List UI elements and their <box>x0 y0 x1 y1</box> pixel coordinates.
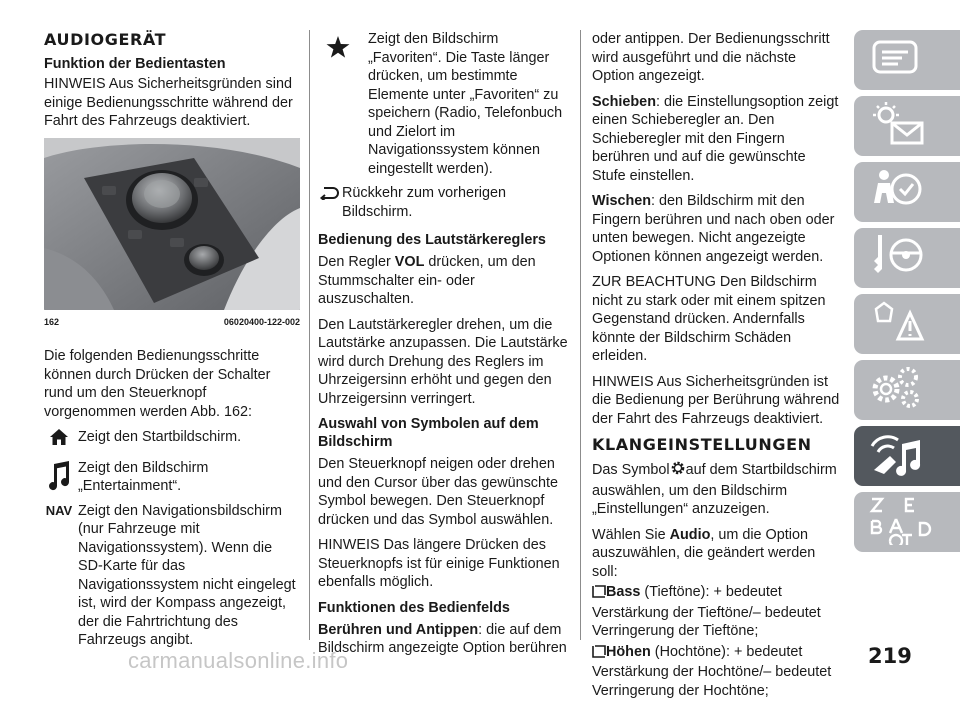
tab-safety[interactable] <box>854 162 960 222</box>
hint-paragraph: HINWEIS Das längere Drücken des Steuerknopfs ist für einige Funktionen ebenfalls möglich. <box>318 537 560 590</box>
music-note-icon <box>44 461 74 491</box>
hint-paragraph: HINWEIS Aus Sicherheitsgründen ist die Bedienung per Berührung während der Fahrt des Fahrzeugs deaktiviert. <box>592 373 840 427</box>
column-divider <box>309 30 310 640</box>
bass-paragraph: Bass (Tieftöne): + bedeutet Verstärkung der Tieftöne/– bedeutet Verringerung der Tieftöne; <box>592 584 821 639</box>
emergency-icon <box>868 299 928 350</box>
tab-index[interactable] <box>854 492 960 552</box>
touch-paragraph: Berühren und Antippen: die auf dem Bildschirm angezeigte Option berühren <box>318 621 567 656</box>
list-item: Zeigt den Bildschirm „Entertainment“. <box>44 459 300 496</box>
list-item: Rückkehr zum vorherigen Bildschirm. <box>318 184 570 221</box>
settings-paragraph: Das Symbol auf dem Startbildschirm auswählen, um den Bildschirm „Einstellungen“ anzuzeigen. <box>592 462 837 517</box>
list-item: NAV Zeigt den Navigationsbildschirm (nur Fahrzeuge mit Navigationssystem). Wenn die SD-Karte für das Navigationssystem nicht eingelegt ist, wird der Kompass angezeigt, der die Fahrtrichtung des Fahrzeugs angibt. <box>45 502 296 648</box>
nav-icon: NAV <box>45 502 73 518</box>
tab-maintenance[interactable] <box>854 360 960 420</box>
subsection-heading: Bedienung des Lautstärkereglers <box>318 232 546 248</box>
slide-paragraph: Schieben: die Einstellungsoption zeigt einen Schieberegler an. Den Schieberegler mit den Fingern berühren und auf die gewünschte Stufe einstellen. <box>592 93 839 184</box>
symbols-paragraph: Den Steuerknopf neigen oder drehen und den Cursor über das gewünschte Symbol bewegen. Den Steuerknopf drücken und das Symbol auswählen. <box>318 456 558 528</box>
list-item: Zeigt den Startbildschirm. <box>44 428 300 447</box>
volume-paragraph: Den Regler VOL drücken, um den Stummschalter ein- oder auszuschalten. <box>318 254 536 307</box>
back-arrow-icon <box>318 186 340 200</box>
volume-paragraph-2: Den Lautstärkeregler drehen, um die Lautstärke anzupassen. Die Lautstärke wird durch Drehung des Reglers im Uhrzeigersinn erhöht und gegen den Uhrzeigersinn verringert. <box>318 316 568 407</box>
swipe-paragraph: Wischen: den Bildschirm mit den Fingern berühren und nach oben oder unten bewegen. Nicht angezeigte Optionen können angezeigt werden. <box>592 193 835 265</box>
subsection-heading: Auswahl von Symbolen auf dem Bildschirm <box>318 416 539 450</box>
figure-code: 06020400-122-002 <box>223 316 300 327</box>
column-2 <box>318 30 570 665</box>
home-icon <box>44 428 74 446</box>
note-paragraph: HINWEIS Aus Sicherheitsgründen sind einige Bedienungsschritte während der Fahrt des Fahrzeugs deaktiviert. <box>44 76 293 129</box>
tab-starting-driving[interactable] <box>854 228 960 288</box>
tab-warning-lights[interactable] <box>854 96 960 156</box>
tab-emergency[interactable] <box>854 294 960 354</box>
subsection-heading: Funktion der Bedientasten <box>44 56 226 72</box>
section-title: AUDIOGERÄT <box>44 30 167 49</box>
dashboard-info-icon <box>868 38 928 83</box>
option-bracket-icon <box>592 645 606 664</box>
tab-multimedia[interactable] <box>854 426 960 486</box>
tab-dashboard[interactable] <box>854 30 960 90</box>
column-divider <box>580 30 581 640</box>
list-item: Zeigt den Bildschirm „Favoriten“. Die Taste länger drücken, um bestimmte Elemente unter „Favoriten“ zu speichern (Radio, Telefonbuch und Zielort im Navigationssystem können eingestellt werden). <box>318 30 570 178</box>
warning-lights-icon <box>868 101 928 152</box>
key-steering-icon <box>868 233 928 284</box>
multimedia-icon <box>868 430 928 483</box>
chapter-tabs <box>854 30 960 558</box>
subsection-heading: Funktionen des Bedienfelds <box>318 599 510 616</box>
figure-number: 162 <box>44 316 60 327</box>
figure-caption <box>44 313 300 332</box>
caution-paragraph: ZUR BEACHTUNG Den Bildschirm nicht zu stark oder mit einem spitzen Gegenstand drücken. Andernfalls könnte der Bildschirm Schäden erleiden. <box>592 274 826 364</box>
airbag-safety-icon <box>868 167 928 218</box>
section-title: KLANGEINSTELLUNGEN <box>592 435 812 454</box>
column-1 <box>44 30 300 656</box>
maintenance-gears-icon <box>868 365 928 416</box>
treble-paragraph: Höhen (Hochtöne): + bedeutet Verstärkung der Hochtöne/– bedeutet Verringerung der Hochtöne; <box>592 643 832 699</box>
column-3 <box>592 30 842 707</box>
audio-paragraph: Wählen Sie Audio, um die Option auszuwählen, die geändert werden soll: <box>592 526 816 580</box>
watermark: carmanualsonline.info <box>128 648 349 673</box>
settings-gear-icon <box>670 460 686 482</box>
option-bracket-icon <box>592 585 606 604</box>
touch-continued-paragraph: oder antippen. Der Bedienungsschritt wird ausgeführt und die nächste Option angezeigt. <box>592 31 830 84</box>
intro-paragraph: Die folgenden Bedienungsschritte können durch Drücken der Schalter rund um den Steuerknopf vorgenommen werden Abb. 162: <box>44 348 271 420</box>
alphabetical-index-icon <box>868 495 932 550</box>
star-icon <box>318 36 358 58</box>
control-knob-photo <box>44 138 300 310</box>
page-number: 219 <box>868 644 912 668</box>
